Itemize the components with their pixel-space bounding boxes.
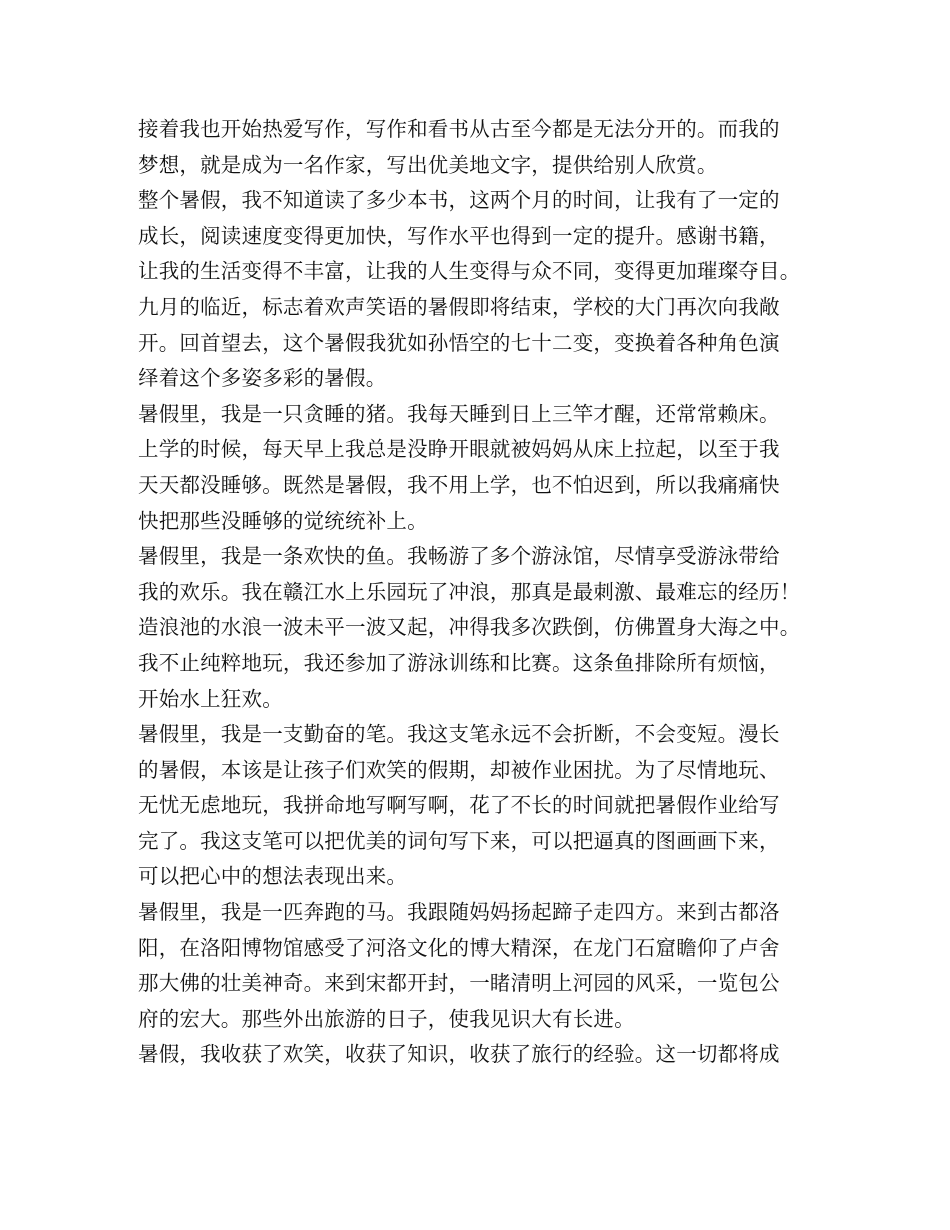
text-line: 快把那些没睡够的觉统统补上。 xyxy=(138,508,428,533)
text-line: 暑假里，我是一匹奔跑的马。我跟随妈妈扬起蹄子走四方。来到古都洛 xyxy=(138,900,780,925)
text-line: 成长，阅读速度变得更加快，写作水平也得到一定的提升。感谢书籍， xyxy=(138,223,780,248)
text-line: 完了。我这支笔可以把优美的词句写下来，可以把逼真的图画画下来， xyxy=(138,828,780,853)
text-line: 那大佛的壮美神奇。来到宋都开封，一睹清明上河园的风采，一览包公 xyxy=(138,971,780,996)
text-line: 可以把心中的想法表现出来。 xyxy=(138,864,408,889)
text-line: 暑假里，我是一条欢快的鱼。我畅游了多个游泳馆，尽情享受游泳带给 xyxy=(138,544,780,569)
text-line: 我不止纯粹地玩，我还参加了游泳训练和比赛。这条鱼排除所有烦恼， xyxy=(138,650,780,675)
text-line: 造浪池的水浪一波未平一波又起，冲得我多次跌倒，仿佛置身大海之中。 xyxy=(138,615,801,640)
text-line: 暑假里，我是一只贪睡的猪。我每天睡到日上三竿才醒，还常常赖床。 xyxy=(138,401,780,426)
text-line: 暑假里，我是一支勤奋的笔。我这支笔永远不会折断，不会变短。漫长 xyxy=(138,722,780,747)
text-line: 的暑假，本该是让孩子们欢笑的假期，却被作业困扰。为了尽情地玩、 xyxy=(138,757,780,782)
text-line: 天天都没睡够。既然是暑假，我不用上学，也不怕迟到，所以我痛痛快 xyxy=(138,472,780,497)
text-line: 阳，在洛阳博物馆感受了河洛文化的博大精深，在龙门石窟瞻仰了卢舍 xyxy=(138,935,780,960)
text-line: 梦想，就是成为一名作家，写出优美地文字，提供给别人欣赏。 xyxy=(138,152,718,177)
text-line: 让我的生活变得不丰富，让我的人生变得与众不同，变得更加璀璨夺目。 xyxy=(138,259,801,284)
text-line: 无忧无虑地玩，我拼命地写啊写啊，花了不长的时间就把暑假作业给写 xyxy=(138,793,780,818)
text-line: 暑假，我收获了欢笑，收获了知识，收获了旅行的经验。这一切都将成 xyxy=(138,1042,780,1067)
text-line: 开。回首望去，这个暑假我犹如孙悟空的七十二变，变换着各种角色演 xyxy=(138,330,780,355)
essay-body xyxy=(138,112,828,1073)
text-line: 九月的临近，标志着欢声笑语的暑假即将结束，学校的大门再次向我敞 xyxy=(138,294,780,319)
text-line: 府的宏大。那些外出旅游的日子，使我见识大有长进。 xyxy=(138,1006,635,1031)
text-line: 绎着这个多姿多彩的暑假。 xyxy=(138,366,387,391)
text-line: 开始水上狂欢。 xyxy=(138,686,283,711)
text-line: 上学的时候，每天早上我总是没睁开眼就被妈妈从床上拉起，以至于我 xyxy=(138,437,780,462)
text-line: 整个暑假，我不知道读了多少本书，这两个月的时间，让我有了一定的 xyxy=(138,188,780,213)
text-line: 我的欢乐。我在赣江水上乐园玩了冲浪，那真是最刺激、最难忘的经历！ xyxy=(138,579,801,604)
text-line: 接着我也开始热爱写作，写作和看书从古至今都是无法分开的。而我的 xyxy=(138,117,780,141)
